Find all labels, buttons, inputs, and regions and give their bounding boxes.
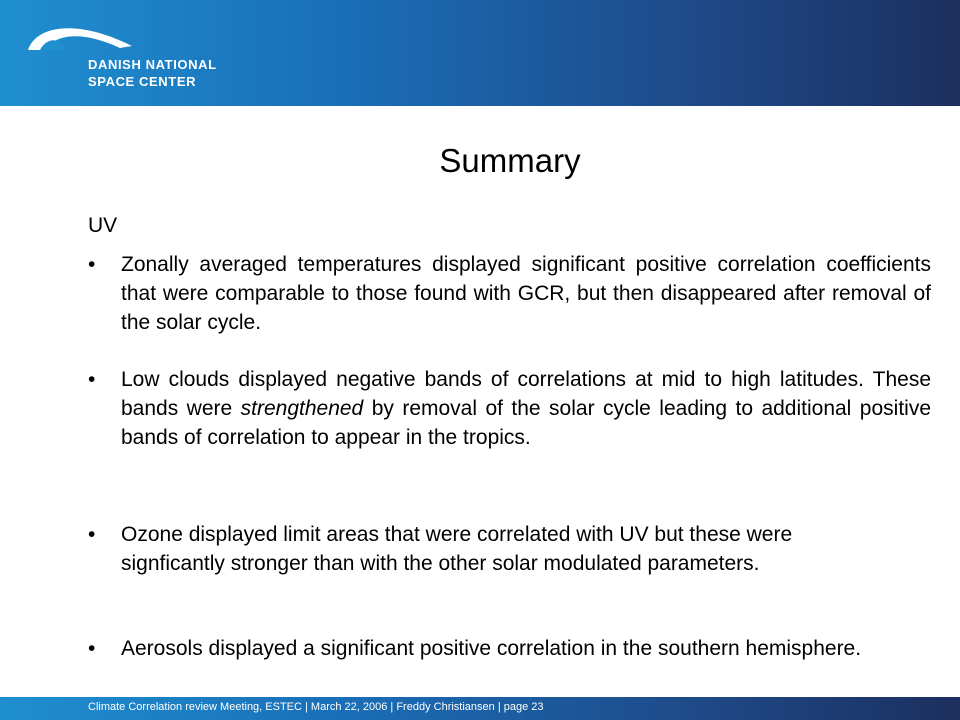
header-banner: [0, 0, 960, 106]
bullet-item: [88, 634, 931, 663]
slide-title: Summary: [439, 142, 581, 179]
organization-name: [88, 56, 217, 90]
bullet-item: [88, 250, 931, 337]
dome-arc-logo-icon: [26, 20, 136, 52]
bullet-symbol: •: [88, 368, 96, 391]
bullet-text: Ozone displayed limit areas that were correlated with UV but these were signficantly stronger than with the other solar modulated parameters.: [121, 523, 793, 575]
footer-bar: [0, 697, 960, 720]
organization-name-line1: DANISH NATIONAL: [88, 57, 217, 72]
bullet-text: [121, 365, 931, 452]
bullet-text-part: Low clouds displayed negative bands of correlations at mid to high latitudes. These bands were: [121, 368, 931, 420]
bullet-item: [88, 365, 931, 452]
bullet-text: Zonally averaged temperatures displayed significant positive correlation coefficients that were comparable to those found with GCR, but then disappeared after removal of the solar cycle.: [121, 253, 931, 334]
bullet-symbol: •: [88, 523, 96, 546]
section-subheading: UV: [88, 214, 118, 237]
bullet-text: Aerosols displayed a significant positive correlation in the southern hemisphere.: [121, 637, 862, 660]
bullet-symbol: •: [88, 253, 96, 276]
emphasized-word: strengthened: [240, 397, 364, 420]
organization-name-line2: SPACE CENTER: [88, 74, 197, 89]
footer-text: Climate Correlation review Meeting, ESTEC | March 22, 2006 | Freddy Christiansen | page 23: [88, 701, 544, 713]
bullet-item: [88, 520, 888, 578]
bullet-symbol: •: [88, 637, 96, 660]
bullet-text-part: by removal of the solar cycle leading to additional positive bands of correlation to appear in the tropics.: [121, 397, 932, 449]
